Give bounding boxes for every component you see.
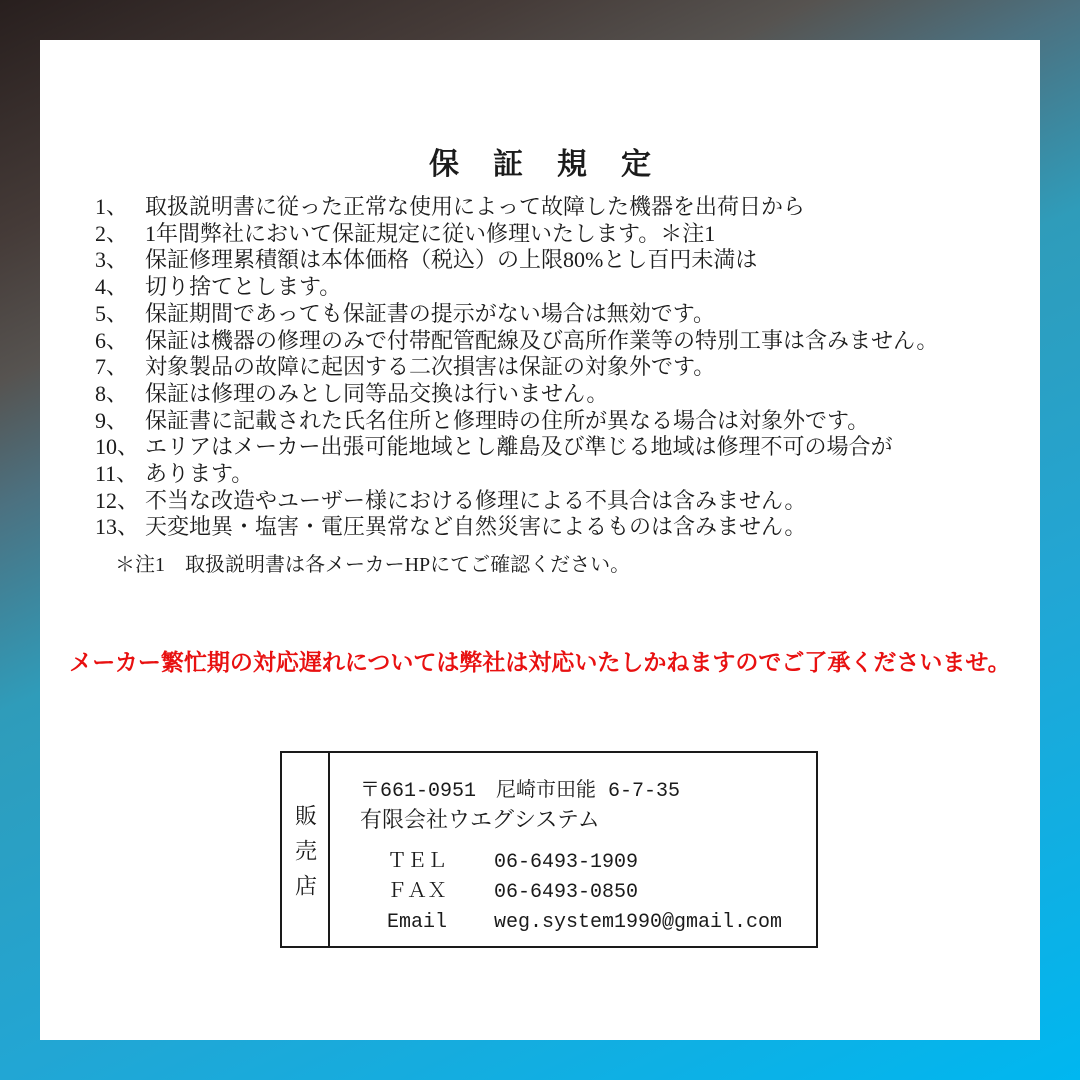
email-label: Email <box>387 911 448 934</box>
warranty-terms-list <box>95 194 1020 541</box>
term-text: 対象製品の故障に起因する二次損害は保証の対象外です。 <box>145 354 716 380</box>
term-number: 1、 <box>95 194 129 219</box>
dealer-email-line <box>387 908 816 938</box>
term-row-2 <box>95 221 1020 248</box>
term-row-10 <box>95 434 1020 461</box>
dealer-contact-block <box>387 848 816 938</box>
term-row-5 <box>95 301 1020 328</box>
term-text: 切り捨てとします。 <box>145 274 342 300</box>
term-row-7 <box>95 354 1020 381</box>
footnote: ＊注1 取扱説明書は各メーカーHPにてご確認ください。 <box>115 554 631 576</box>
term-number: 2、 <box>95 220 129 246</box>
term-text: 保証期間であっても保証書の提示がない場合は無効です。 <box>145 300 716 326</box>
term-text: エリアはメーカー出張可能地域とし離島及び準じる地域は修理不可の場合が <box>145 434 893 460</box>
term-row-4 <box>95 274 1020 301</box>
tel-label: ＴＥＬ <box>387 851 447 874</box>
dealer-info-box <box>280 751 818 948</box>
email-address: weg.system1990@gmail.com <box>494 911 783 934</box>
term-row-1 <box>95 194 1020 221</box>
term-text: 保証書に記載された氏名住所と修理時の住所が異なる場合は対象外です。 <box>145 407 870 433</box>
term-row-12 <box>95 488 1020 515</box>
term-number: 6、 <box>95 327 129 353</box>
dealer-tel-line <box>387 848 816 878</box>
dealer-postal-address: 〒661-0951 尼崎市田能 6-7-35 <box>360 780 681 803</box>
term-text: 取扱説明書に従った正常な使用によって故障した機器を出荷日から <box>145 194 806 219</box>
dealer-label: 販売店 <box>282 753 330 946</box>
term-text: 保証は修理のみとし同等品交換は行いません。 <box>145 380 609 406</box>
term-row-3 <box>95 247 1020 274</box>
page-title: 保証規定 <box>429 148 685 181</box>
term-number: 5、 <box>95 300 129 326</box>
term-number: 9、 <box>95 407 129 433</box>
term-row-9 <box>95 408 1020 435</box>
term-number: 12、 <box>95 487 140 513</box>
term-row-11 <box>95 461 1020 488</box>
fax-number: 06-6493-0850 <box>494 881 639 904</box>
fax-label: ＦＡＸ <box>387 881 447 904</box>
term-text: 天変地異・塩害・電圧異常など自然災害によるものは含みません。 <box>145 514 807 540</box>
term-number: 8、 <box>95 380 129 406</box>
term-row-13 <box>95 514 1020 541</box>
term-number: 10、 <box>95 434 140 460</box>
dealer-content <box>330 753 816 946</box>
term-row-6 <box>95 328 1020 355</box>
term-number: 7、 <box>95 354 129 380</box>
term-text: あります。 <box>145 461 254 487</box>
warning-text: メーカー繁忙期の対応遅れについては弊社は対応いたしかねますのでご了承くださいませ。 <box>69 650 1011 675</box>
term-number: 3、 <box>95 247 129 273</box>
term-text: 保証修理累積額は本体価格（税込）の上限80%とし百円未満は <box>145 247 758 273</box>
term-text: 1年間弊社において保証規定に従い修理いたします。＊注1 <box>145 220 716 246</box>
warranty-sheet <box>40 40 1040 1040</box>
term-number: 13、 <box>95 514 140 540</box>
term-text: 保証は機器の修理のみで付帯配管配線及び高所作業等の特別工事は含みません。 <box>145 327 939 353</box>
term-row-8 <box>95 381 1020 408</box>
term-text: 不当な改造やユーザー様における修理による不具合は含みません。 <box>145 487 807 513</box>
term-number: 11、 <box>95 461 139 487</box>
dealer-company-name: 有限会社ウエグシステム <box>360 809 600 834</box>
dealer-fax-line <box>387 878 816 908</box>
tel-number: 06-6493-1909 <box>494 851 639 874</box>
term-number: 4、 <box>95 274 129 300</box>
